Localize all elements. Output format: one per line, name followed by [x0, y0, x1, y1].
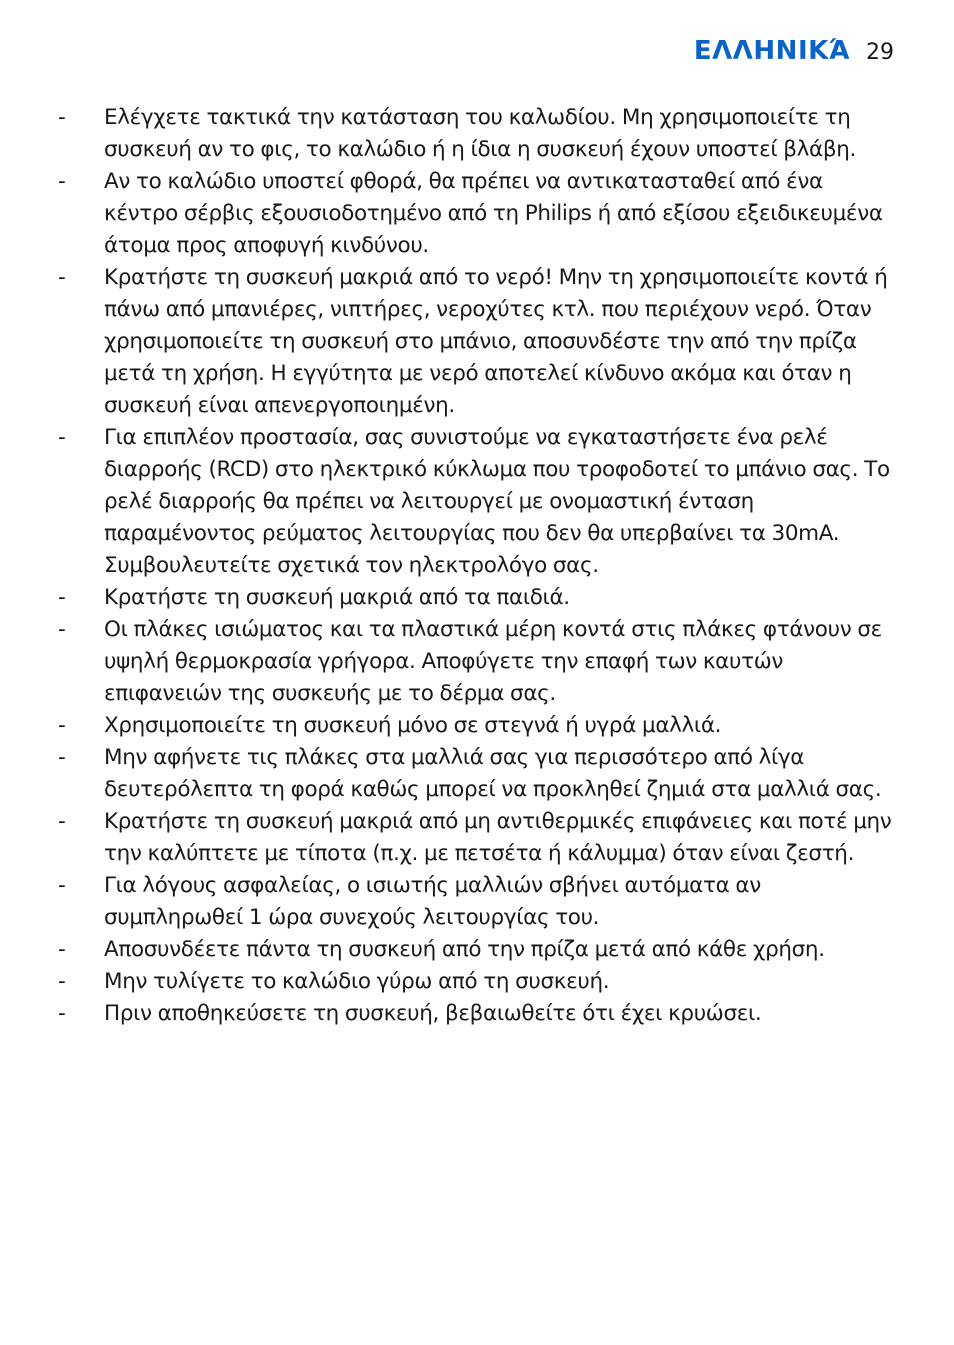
list-item — [0, 710, 954, 742]
bullet-dash: - — [58, 1001, 66, 1026]
bullet-dash: - — [58, 937, 66, 962]
list-item-text: Μην αφήνετε τις πλάκες στα μαλλιά σας για περισσότερο από λίγα δευτερόλεπτα τη φορά καθώς μπορεί να προκληθεί ζημιά στα μαλλιά σας. — [104, 745, 882, 802]
bullet-dash: - — [58, 969, 66, 994]
language-heading: ΕΛΛΗΝΙΚΆ — [693, 36, 850, 66]
list-item — [0, 262, 954, 422]
list-item-text: Μην τυλίγετε το καλώδιο γύρω από τη συσκευή. — [104, 969, 610, 994]
list-item — [0, 806, 954, 870]
list-item-text: Κρατήστε τη συσκευή μακριά από το νερό! Μην τη χρησιμοποιείτε κοντά ή πάνω από μπανιέρες, νιπτήρες, νεροχύτες κτλ. που περιέχουν νερό. Όταν χρησιμοποιείτε τη συσκευή στο μπάνιο, αποσυνδέστε την από την πρίζα μετά τη χρήση. Η εγγύτητα με νερό αποτελεί κίνδυνο ακόμα και όταν η συσκευή είναι απενεργοποιημένη. — [104, 265, 888, 418]
list-item-text: Αν το καλώδιο υποστεί φθορά, θα πρέπει να αντικατασταθεί από ένα κέντρο σέρβις εξουσιοδοτημένο από τη Philips ή από εξίσου εξειδικευμένα άτομα προς αποφυγή κινδύνου. — [104, 169, 883, 258]
list-item-text: Για επιπλέον προστασία, σας συνιστούμε να εγκαταστήσετε ένα ρελέ διαρροής (RCD) στο ηλεκτρικό κύκλωμα που τροφοδοτεί το μπάνιο σας. Το ρελέ διαρροής θα πρέπει να λειτουργεί με ονομαστική ένταση παραμένοντος ρεύματος λειτουργίας που δεν θα υπερβαίνει τα 30mA. Συμβουλευτείτε σχετικά τον ηλεκτρολόγο σας. — [104, 425, 890, 578]
bullet-dash: - — [58, 105, 66, 130]
bullet-dash: - — [58, 745, 66, 770]
list-item-text: Κρατήστε τη συσκευή μακριά από μη αντιθερμικές επιφάνειες και ποτέ μην την καλύπτετε με τίποτα (π.χ. με πετσέτα ή κάλυμμα) όταν είναι ζεστή. — [104, 809, 892, 866]
list-item — [0, 934, 954, 966]
list-item — [0, 582, 954, 614]
bullet-dash: - — [58, 425, 66, 450]
list-item — [0, 998, 954, 1030]
bullet-dash: - — [58, 265, 66, 290]
bullet-dash: - — [58, 617, 66, 642]
safety-instructions-list — [0, 102, 954, 1030]
list-item-text: Για λόγους ασφαλείας, ο ισιωτής μαλλιών σβήνει αυτόματα αν συμπληρωθεί 1 ώρα συνεχούς λειτουργίας του. — [104, 873, 761, 930]
bullet-dash: - — [58, 809, 66, 834]
list-item — [0, 102, 954, 166]
list-item-text: Χρησιμοποιείτε τη συσκευή μόνο σε στεγνά ή υγρά μαλλιά. — [104, 713, 722, 738]
list-item — [0, 166, 954, 262]
list-item — [0, 422, 954, 582]
bullet-dash: - — [58, 169, 66, 194]
list-item-text: Αποσυνδέετε πάντα τη συσκευή από την πρίζα μετά από κάθε χρήση. — [104, 937, 825, 962]
list-item-text: Κρατήστε τη συσκευή μακριά από τα παιδιά. — [104, 585, 570, 610]
list-item-text: Πριν αποθηκεύσετε τη συσκευή, βεβαιωθείτε ότι έχει κρυώσει. — [104, 1001, 762, 1026]
bullet-dash: - — [58, 585, 66, 610]
list-item — [0, 966, 954, 998]
page-header — [694, 36, 894, 66]
list-item — [0, 742, 954, 806]
bullet-dash: - — [58, 873, 66, 898]
list-item-text: Οι πλάκες ισιώματος και τα πλαστικά μέρη κοντά στις πλάκες φτάνουν σε υψηλή θερμοκρασία γρήγορα. Αποφύγετε την επαφή των καυτών επιφανειών της συσκευής με το δέρμα σας. — [104, 617, 882, 706]
page-number: 29 — [866, 40, 894, 65]
list-item — [0, 614, 954, 710]
list-item — [0, 870, 954, 934]
list-item-text: Ελέγχετε τακτικά την κατάσταση του καλωδίου. Μη χρησιμοποιείτε τη συσκευή αν το φις, το καλώδιο ή η ίδια η συσκευή έχουν υποστεί βλάβη. — [104, 105, 856, 162]
bullet-dash: - — [58, 713, 66, 738]
